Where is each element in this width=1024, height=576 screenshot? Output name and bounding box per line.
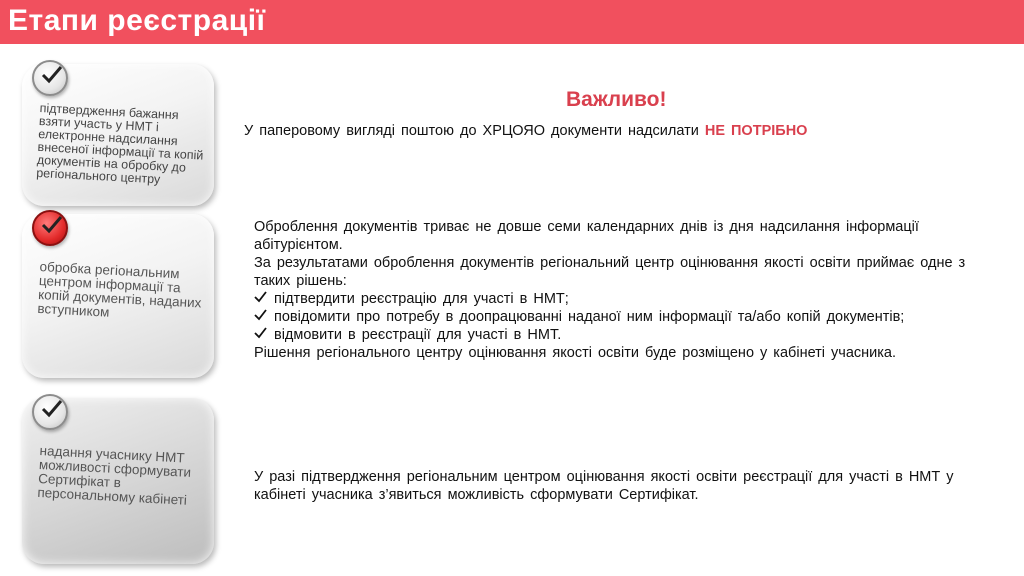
option-text: підтвердити реєстрацію для участі в НМТ; bbox=[274, 291, 569, 307]
confirmation-text: У разі підтвердження регіональним центром оцінювання якості освіти реєстрації для участі в НМТ у кабінеті учасника з’явиться можливість сформувати Сертифікат. bbox=[254, 469, 954, 503]
tick-icon bbox=[254, 308, 267, 327]
option-item bbox=[254, 290, 1004, 308]
processing-block bbox=[254, 218, 1004, 362]
checkmark-icon bbox=[32, 60, 68, 96]
notice-highlight: НЕ ПОТРІБНО bbox=[704, 123, 808, 139]
important-notice bbox=[244, 123, 807, 139]
option-item bbox=[254, 326, 1004, 344]
tick-icon bbox=[254, 290, 267, 309]
page-title: Етапи реєстрації bbox=[8, 4, 266, 37]
option-text: повідомити про потребу в доопрацюванні наданої ним інформації та/або копій документів; bbox=[274, 309, 905, 325]
step-text-submit: підтвердження бажання взяти участь у НМТ і електронне надсилання внесеної інформації та копій документів на обробку до регіонального центру bbox=[35, 101, 204, 187]
processing-intro: Оброблення документів триває не довше семи календарних днів із дня надсилання інформації абітурієнтом. bbox=[254, 219, 919, 253]
option-item bbox=[254, 308, 1004, 326]
tick-icon bbox=[254, 326, 267, 345]
important-title: Важливо! bbox=[566, 88, 667, 111]
notice-text: У паперовому вигляді поштою до ХРЦОЯО документи надсилати bbox=[244, 123, 699, 139]
option-text: відмовити в реєстрації для участі в НМТ. bbox=[274, 327, 562, 343]
checkmark-icon bbox=[32, 394, 68, 430]
confirmation-block bbox=[254, 468, 1004, 504]
checkmark-icon bbox=[32, 210, 68, 246]
step-text-certificate: надання учаснику НМТ можливості сформувати Сертифікат в персональному кабінеті bbox=[37, 443, 192, 508]
header-bar bbox=[0, 0, 1024, 44]
processing-decision: Рішення регіонального центру оцінювання якості освіти буде розміщено у кабінеті учасника. bbox=[254, 345, 897, 361]
processing-result-intro: За результатами оброблення документів регіональний центр оцінювання якості освіти приймає одне з таких рішень: bbox=[254, 255, 966, 289]
step-text-processing: обробка регіональним центром інформації та копій документів, наданих вступником bbox=[37, 259, 202, 320]
